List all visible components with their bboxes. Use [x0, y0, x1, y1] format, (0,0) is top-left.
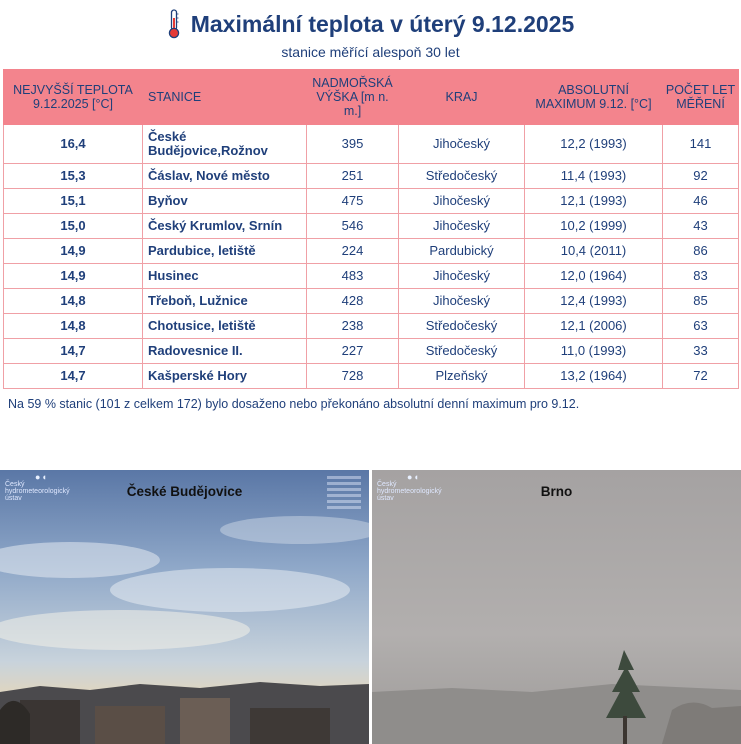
cell-station: Kašperské Hory [143, 364, 307, 389]
cell-altitude: 224 [307, 239, 399, 264]
cell-region: Jihočeský [399, 214, 525, 239]
cell-temperature: 15,3 [4, 164, 143, 189]
cell-altitude: 227 [307, 339, 399, 364]
cell-years: 72 [663, 364, 739, 389]
cell-temperature: 14,9 [4, 264, 143, 289]
table-header-row [4, 70, 739, 125]
table-row [4, 264, 739, 289]
cell-station: Radovesnice II. [143, 339, 307, 364]
cell-station: Husinec [143, 264, 307, 289]
column-header-station: STANICE [143, 70, 307, 125]
cell-absolute-maximum: 12,1 (2006) [525, 314, 663, 339]
cell-station: Čáslav, Nové město [143, 164, 307, 189]
cell-years: 92 [663, 164, 739, 189]
cell-years: 85 [663, 289, 739, 314]
column-header-temperature: NEJVYŠŠÍ TEPLOTA 9.12.2025 [°C] [4, 70, 143, 125]
cell-region: Jihočeský [399, 189, 525, 214]
cell-altitude: 238 [307, 314, 399, 339]
table-row [4, 339, 739, 364]
cell-temperature: 14,7 [4, 339, 143, 364]
cell-altitude: 475 [307, 189, 399, 214]
footnote: Na 59 % stanic (101 z celkem 172) bylo dosaženo nebo překonáno absolutní denní maximum pro 9.12. [8, 397, 580, 411]
cell-absolute-maximum: 12,4 (1993) [525, 289, 663, 314]
cell-temperature: 14,7 [4, 364, 143, 389]
cell-years: 46 [663, 189, 739, 214]
page-title: Maximální teplota v úterý 9.12.2025 [190, 10, 575, 37]
column-header-altitude: NADMOŘSKÁ VÝŠKA [m n. m.] [307, 70, 399, 125]
cell-temperature: 14,8 [4, 314, 143, 339]
cell-station: České Budějovice,Rožnov [143, 125, 307, 164]
cell-years: 43 [663, 214, 739, 239]
cell-absolute-maximum: 12,0 (1964) [525, 264, 663, 289]
cell-absolute-maximum: 12,2 (1993) [525, 125, 663, 164]
cell-years: 141 [663, 125, 739, 164]
cell-station: Byňov [143, 189, 307, 214]
cell-region: Středočeský [399, 314, 525, 339]
cell-absolute-maximum: 11,0 (1993) [525, 339, 663, 364]
cell-station: Třeboň, Lužnice [143, 289, 307, 314]
cell-temperature: 14,9 [4, 239, 143, 264]
webcam-label: Brno [540, 484, 573, 499]
chmi-logo-icon: ●◖ Český hydrometeorologický ústav [377, 474, 447, 502]
column-header-years: POČET LET MĚŘENÍ [663, 70, 739, 125]
cell-absolute-maximum: 10,4 (2011) [525, 239, 663, 264]
fog-photo [372, 470, 741, 744]
thermometer-icon [167, 9, 181, 39]
cell-years: 63 [663, 314, 739, 339]
title-row [0, 4, 741, 44]
cell-region: Jihočeský [399, 289, 525, 314]
cell-absolute-maximum: 11,4 (1993) [525, 164, 663, 189]
cell-station: Pardubice, letiště [143, 239, 307, 264]
webcam-brno [372, 470, 741, 744]
cell-altitude: 428 [307, 289, 399, 314]
page-subtitle: stanice měřící alespoň 30 let [281, 44, 460, 60]
cell-altitude: 546 [307, 214, 399, 239]
cell-region: Středočeský [399, 339, 525, 364]
table-row [4, 189, 739, 214]
table-row [4, 214, 739, 239]
table-row [4, 125, 739, 164]
cell-altitude: 395 [307, 125, 399, 164]
cell-station: Chotusice, letiště [143, 314, 307, 339]
table-row [4, 239, 739, 264]
column-header-region: KRAJ [399, 70, 525, 125]
cell-absolute-maximum: 10,2 (1999) [525, 214, 663, 239]
cell-region: Jihočeský [399, 125, 525, 164]
cell-region: Jihočeský [399, 264, 525, 289]
cell-years: 83 [663, 264, 739, 289]
cell-altitude: 728 [307, 364, 399, 389]
cell-station: Český Krumlov, Srnín [143, 214, 307, 239]
cell-region: Středočeský [399, 164, 525, 189]
cell-temperature: 14,8 [4, 289, 143, 314]
webcam-label: České Budějovice [126, 484, 243, 499]
cell-temperature: 15,0 [4, 214, 143, 239]
temperature-table [3, 69, 739, 389]
table-row [4, 289, 739, 314]
cell-years: 86 [663, 239, 739, 264]
sky-photo [0, 470, 369, 744]
logo-text: Český hydrometeorologický ústav [377, 481, 442, 502]
cell-temperature: 15,1 [4, 189, 143, 214]
cell-altitude: 251 [307, 164, 399, 189]
cell-absolute-maximum: 12,1 (1993) [525, 189, 663, 214]
webcam-ceske-budejovice [0, 470, 369, 744]
cell-altitude: 483 [307, 264, 399, 289]
table-row [4, 164, 739, 189]
cell-temperature: 16,4 [4, 125, 143, 164]
cell-years: 33 [663, 339, 739, 364]
table-row [4, 364, 739, 389]
cell-region: Pardubický [399, 239, 525, 264]
cell-absolute-maximum: 13,2 (1964) [525, 364, 663, 389]
column-header-absolute-maximum: ABSOLUTNÍ MAXIMUM 9.12. [°C] [525, 70, 663, 125]
cell-region: Plzeňský [399, 364, 525, 389]
logo-text: Český hydrometeorologický ústav [5, 481, 70, 502]
table-row [4, 314, 739, 339]
chmi-logo-icon: ●◖ Český hydrometeorologický ústav [5, 474, 75, 502]
